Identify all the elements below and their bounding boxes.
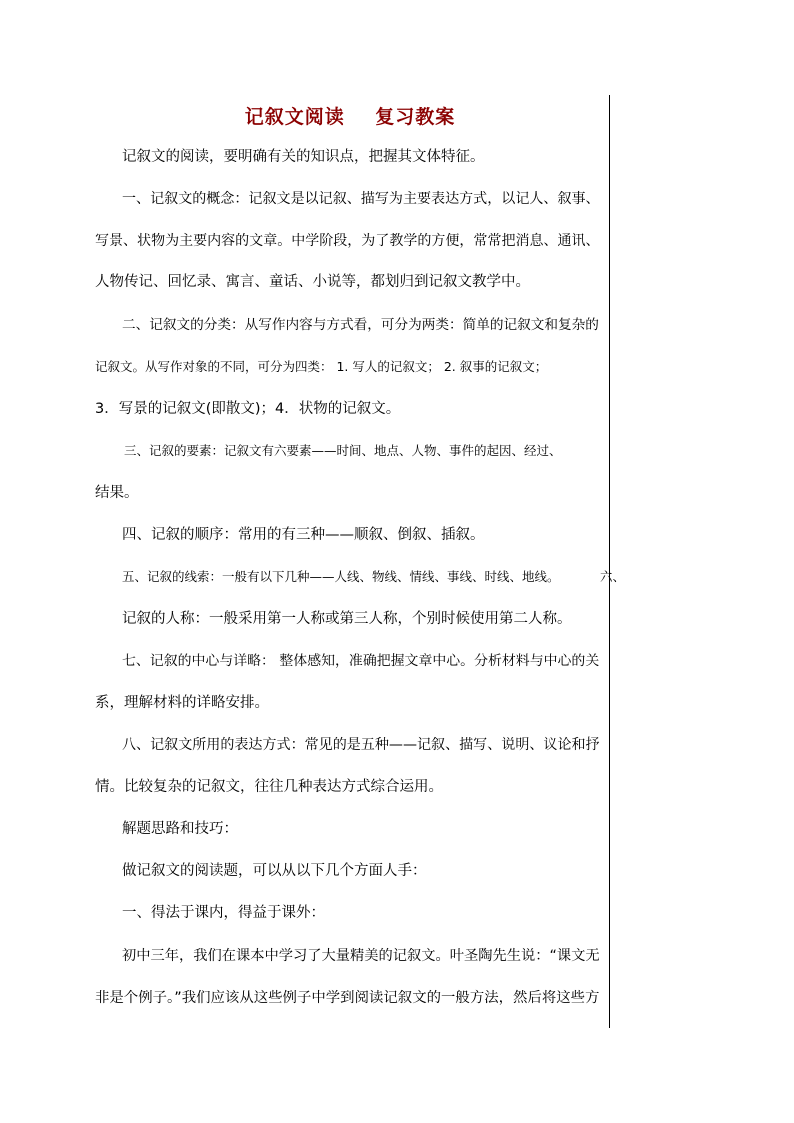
paragraph-line: 记叙的人称：一般采用第一人称或第三人称，个别时候使用第二人称。 [122, 611, 572, 627]
paragraph-line: 结果。 [95, 485, 139, 501]
paragraph-line: 记叙文。从写作对象的不同，可分为四类： 1. 写人的记叙文； 2. 叙事的记叙文； [95, 359, 548, 374]
document-title: 记叙文阅读 复习教案 [244, 106, 456, 128]
paragraph-line: 二、记叙文的分类：从写作内容与方式看，可分为两类：简单的记叙文和复杂的 [122, 317, 599, 333]
paragraph-line: 情。比较复杂的记叙文，往往几种表达方式综合运用。 [95, 779, 443, 795]
paragraph-line: 记叙文的阅读，要明确有关的知识点，把握其文体特征。 [122, 149, 485, 165]
paragraph-line: 人物传记、回忆录、寓言、童话、小说等，都划归到记叙文教学中。 [95, 274, 530, 290]
paragraph-line: 一、得法于课内，得益于课外： [122, 905, 325, 921]
paragraph-line: 做记叙文的阅读题，可以从以下几个方面人手： [122, 863, 427, 879]
paragraph-line: 写景、状物为主要内容的文章。中学阶段，为了教学的方便，常常把消息、通讯、 [95, 233, 600, 249]
paragraph-line: 3．写景的记叙文(即散文)；4．状物的记叙文。 [95, 401, 401, 417]
paragraph-line: 三、记叙的要素：记叙文有六要素——时间、地点、人物、事件的起因、经过、 [124, 443, 562, 458]
paragraph-line: 一、记叙文的概念：记叙文是以记叙、描写为主要表达方式，以记人、叙事、 [122, 191, 600, 207]
paragraph-line: 七、记叙的中心与详略： 整体感知，准确把握文章中心。分析材料与中心的关 [122, 653, 600, 669]
paragraph-line: 四、记叙的顺序：常用的有三种——顺叙、倒叙、插叙。 [122, 527, 485, 543]
paragraph-line: 系，理解材料的详略安排。 [95, 695, 269, 711]
paragraph-line: 非是个例子。”我们应该从这些例子中学到阅读记叙文的一般方法，然后将这些方 [95, 990, 600, 1006]
margin-line [609, 95, 610, 1028]
paragraph-line: 八、记叙文所用的表达方式：常见的是五种——记叙、描写、说明、议论和抒 [122, 737, 600, 753]
overflow-mark: 六、 [600, 569, 626, 584]
paragraph-line: 初中三年，我们在课本中学习了大量精美的记叙文。叶圣陶先生说：“课文无 [122, 948, 600, 964]
paragraph-line: 五、记叙的线索：一般有以下几种——人线、物线、情线、事线、时线、地线。 [122, 569, 560, 584]
paragraph-line: 解题思路和技巧： [122, 821, 238, 837]
